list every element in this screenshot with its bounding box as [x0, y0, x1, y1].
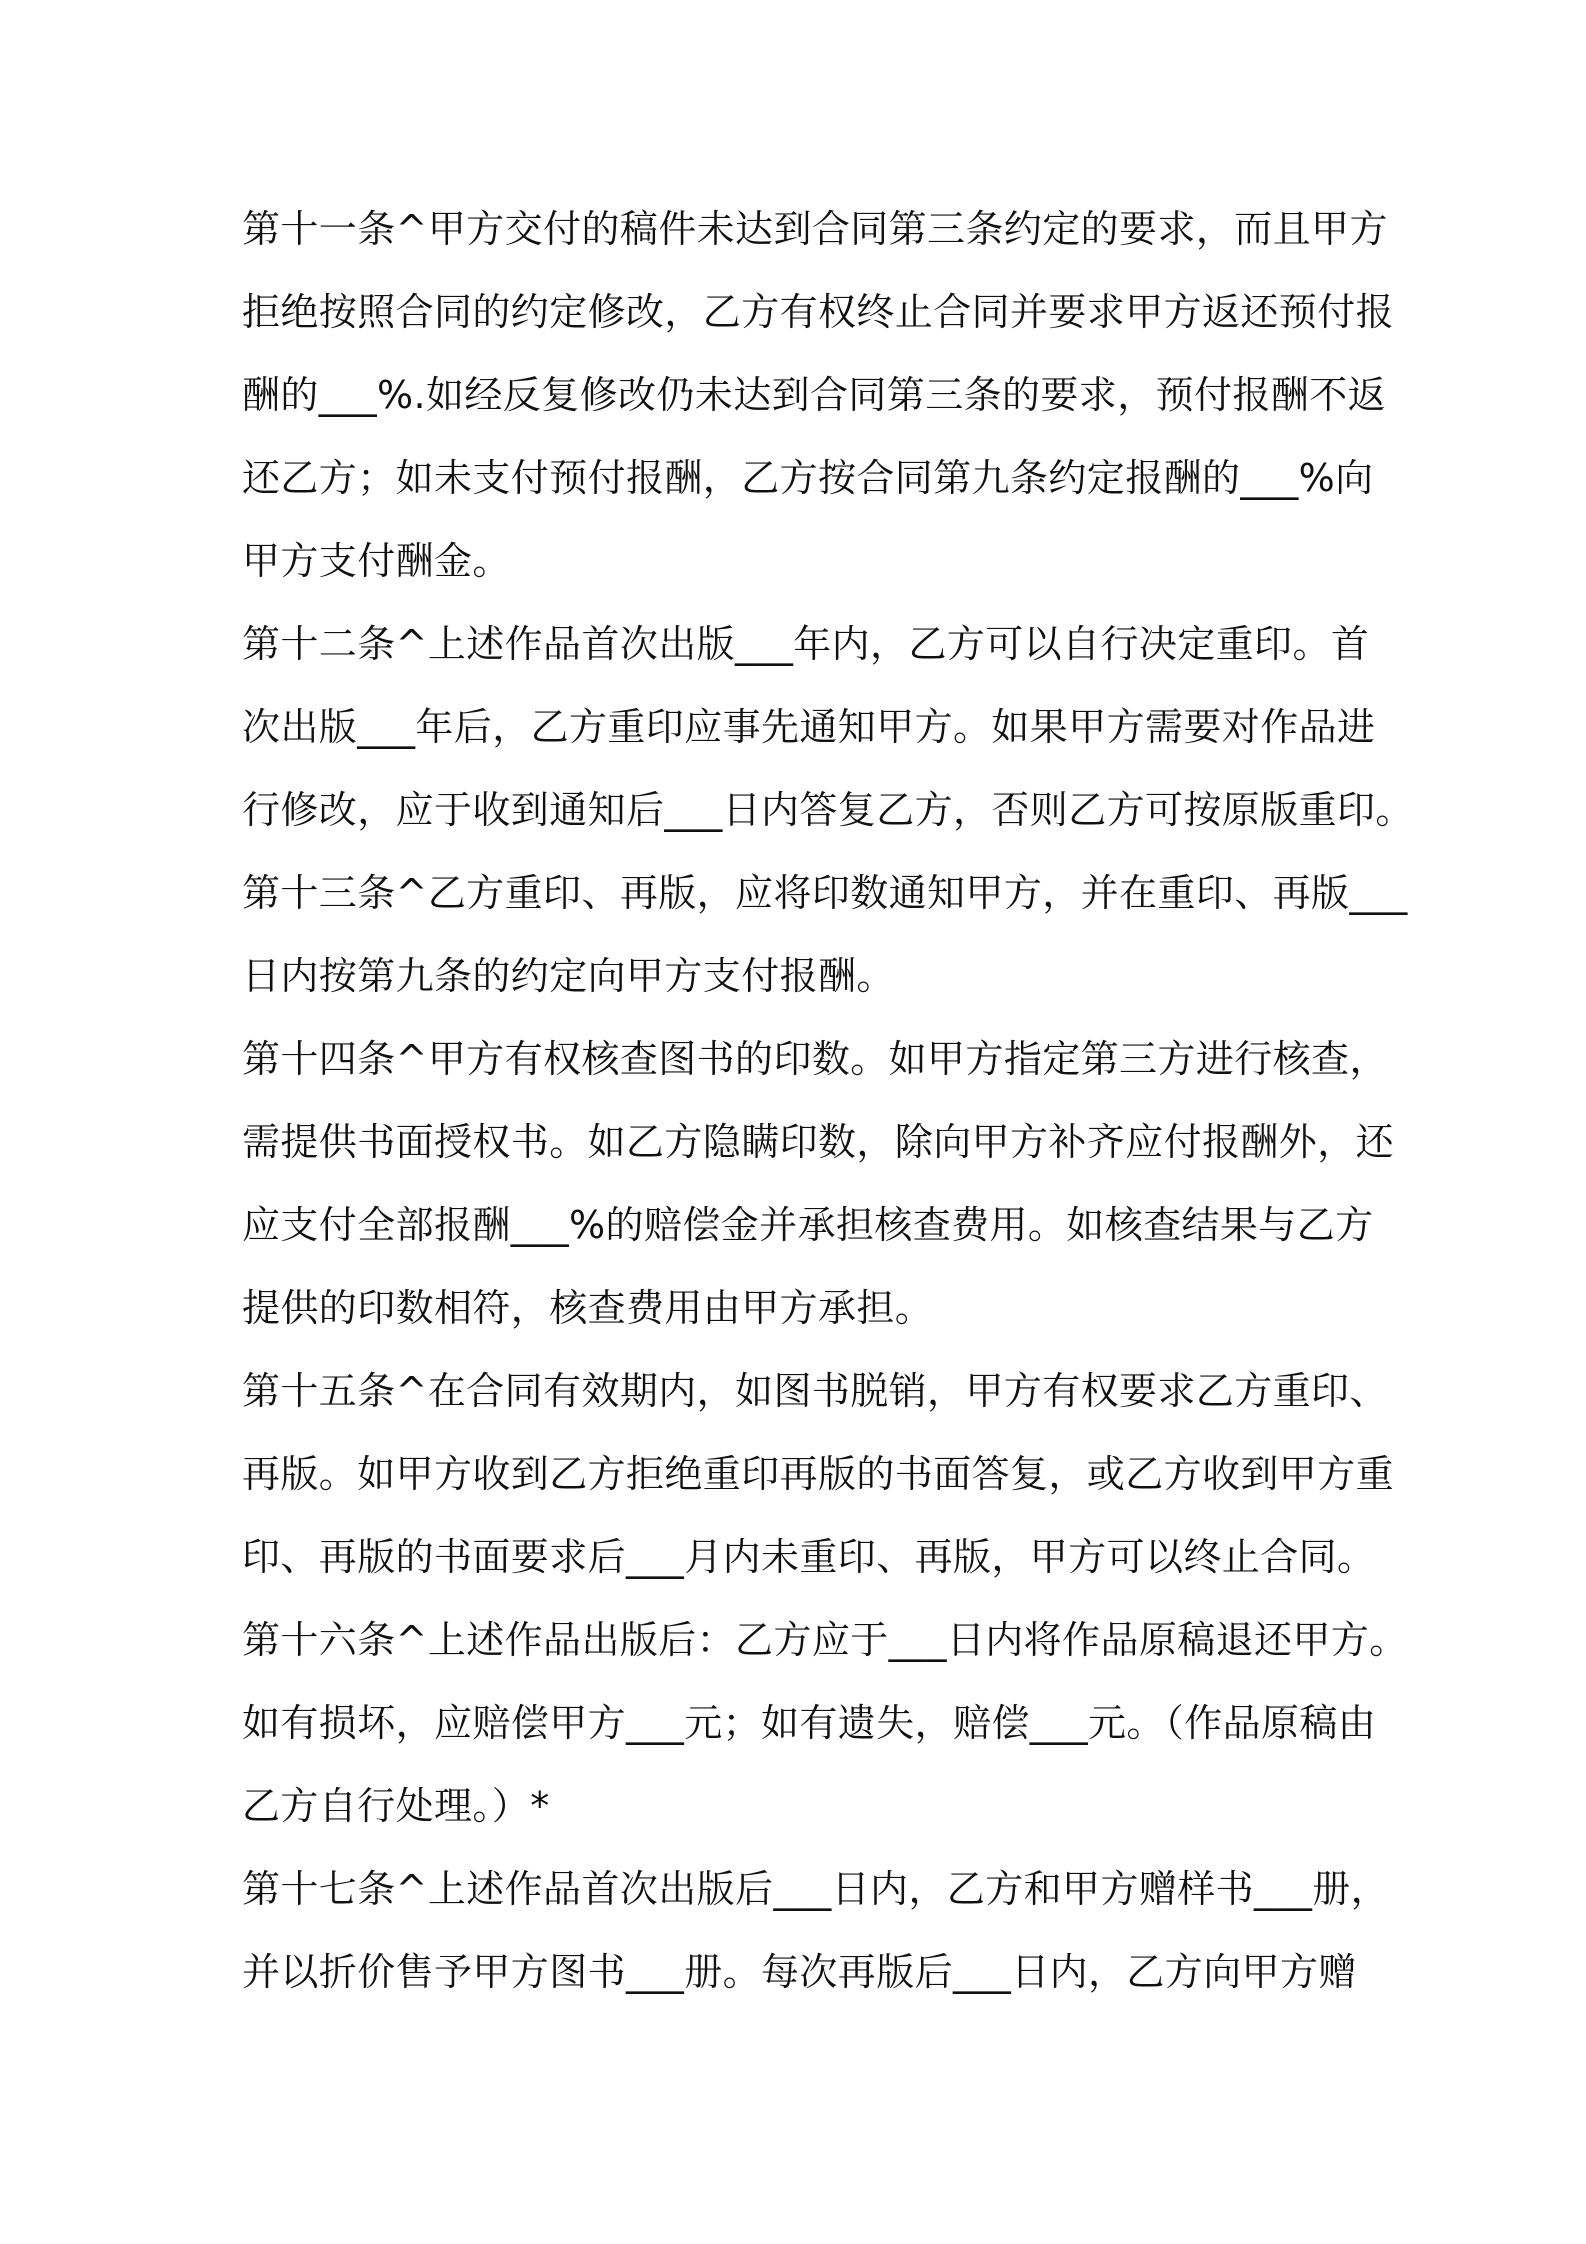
text-line: 拒绝按照合同的约定修改，乙方有权终止合同并要求甲方返还预付报 — [242, 290, 1395, 334]
text-line: 第十五条^在合同有效期内，如图书脱销，甲方有权要求乙方重印、 — [242, 1369, 1388, 1413]
text-line: 再版。如甲方收到乙方拒绝重印再版的书面答复，或乙方收到甲方重 — [242, 1452, 1395, 1496]
text-line: 并以折价售予甲方图书___册。每次再版后___日内，乙方向甲方赠 — [242, 1950, 1357, 1994]
text-line: 第十二条^上述作品首次出版___年内，乙方可以自行决定重印。首 — [242, 622, 1370, 666]
text-line: 次出版___年后，乙方重印应事先通知甲方。如果甲方需要对作品进 — [242, 705, 1376, 749]
text-line: 应支付全部报酬___%的赔偿金并承担核查费用。如核查结果与乙方 — [242, 1203, 1374, 1247]
text-line: 需提供书面授权书。如乙方隐瞒印数，除向甲方补齐应付报酬外，还 — [242, 1120, 1395, 1164]
text-line: 还乙方；如未支付预付报酬，乙方按合同第九条约定报酬的___%向 — [242, 456, 1374, 500]
text-line: 酬的___%.如经反复修改仍未达到合同第三条的要求，预付报酬不返 — [242, 373, 1386, 417]
text-line: 第十一条^甲方交付的稿件未达到合同第三条约定的要求，而且甲方 — [242, 207, 1388, 251]
text-line: 提供的印数相符，核查费用由甲方承担。 — [242, 1286, 934, 1330]
document-body — [242, 188, 1414, 2014]
text-line: 第十六条^上述作品出版后：乙方应于___日内将作品原稿退还甲方。 — [242, 1618, 1408, 1662]
text-line: 如有损坏，应赔偿甲方___元；如有遗失，赔偿___元。（作品原稿由 — [242, 1701, 1377, 1745]
text-line: 甲方支付酬金。 — [242, 539, 511, 583]
text-line: 第十四条^甲方有权核查图书的印数。如甲方指定第三方进行核查， — [242, 1037, 1388, 1081]
text-line: 日内按第九条的约定向甲方支付报酬。 — [242, 954, 895, 998]
text-line: 印、再版的书面要求后___月内未重印、再版，甲方可以终止合同。 — [242, 1535, 1376, 1579]
text-line: 行修改，应于收到通知后___日内答复乙方，否则乙方可按原版重印。 — [242, 788, 1414, 832]
text-line: 乙方自行处理。）* — [242, 1784, 550, 1828]
text-line: 第十三条^乙方重印、再版，应将印数通知甲方，并在重印、再版___ — [242, 871, 1408, 915]
text-line: 第十七条^上述作品首次出版后___日内，乙方和甲方赠样书___册， — [242, 1867, 1390, 1911]
